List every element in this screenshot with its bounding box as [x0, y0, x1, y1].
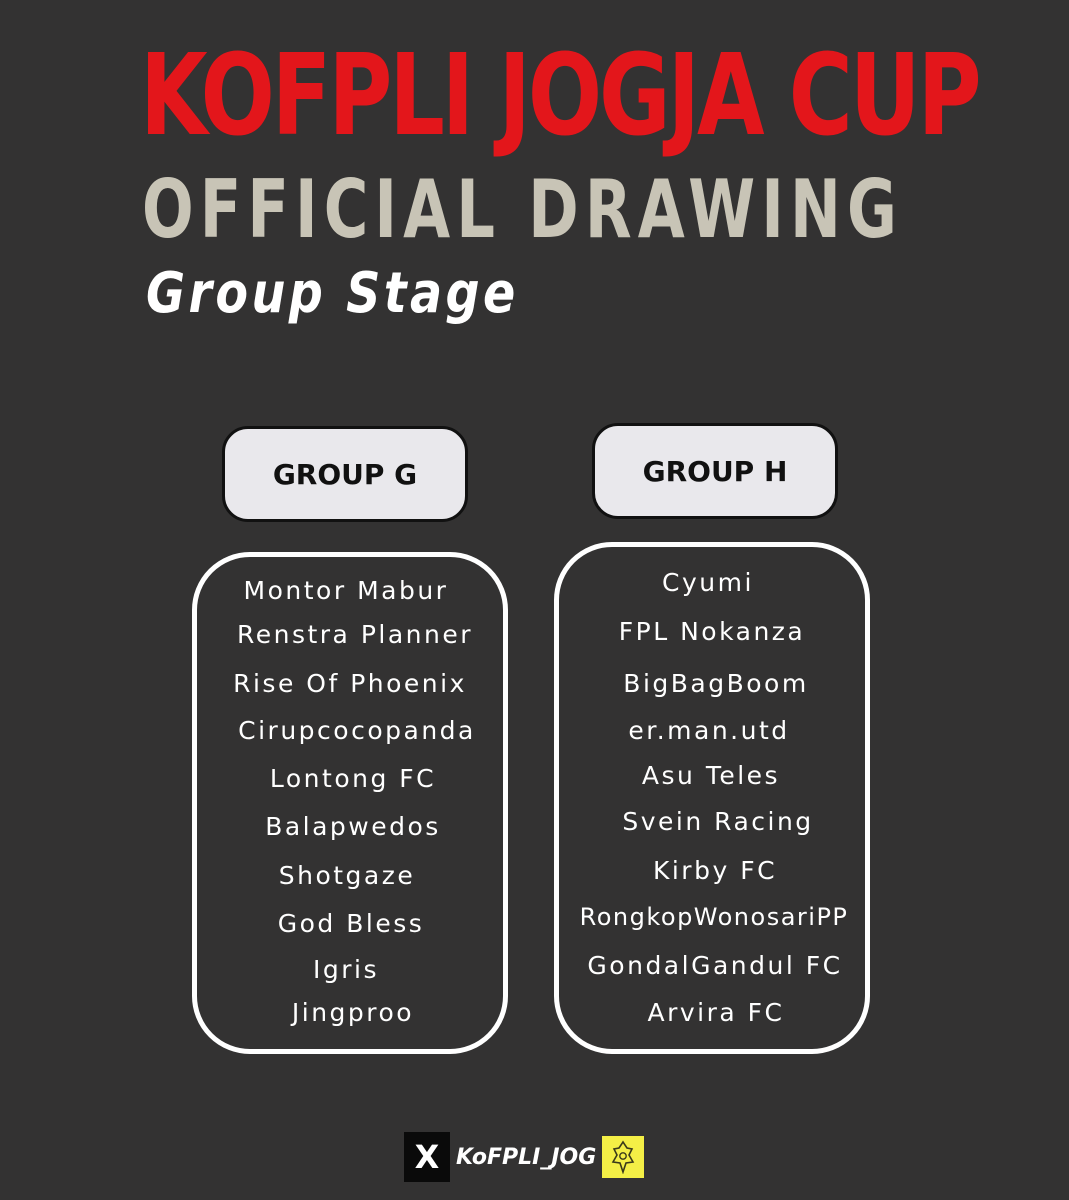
group-g-header: [222, 426, 468, 522]
crest-emblem-icon: [602, 1136, 644, 1178]
group-g-team: Balapwedos: [265, 812, 441, 841]
group-g-title: GROUP G: [272, 457, 418, 491]
group-g-team: Renstra Planner: [236, 620, 474, 649]
group-h-team: Asu Teles: [641, 761, 781, 790]
group-g-team: Rise Of Phoenix: [233, 669, 467, 698]
group-h-team: GondalGandul FC: [587, 951, 843, 980]
group-h-team: Cyumi: [662, 568, 754, 597]
x-logo-glyph: X: [414, 1138, 440, 1176]
group-h-team: Svein Racing: [622, 807, 814, 836]
stage-label: Group Stage: [146, 261, 519, 326]
group-g-team: God Bless: [277, 909, 425, 938]
group-g-team: Igris: [313, 955, 379, 984]
group-g-team: Shotgaze: [278, 861, 416, 890]
group-h-team: er.man.utd: [628, 716, 790, 745]
group-g-team: Montor Mabur: [243, 576, 449, 605]
group-h-team: FPL Nokanza: [618, 617, 806, 646]
group-h-team: BigBagBoom: [623, 669, 809, 698]
group-g-team: Cirupcocopanda: [238, 716, 476, 745]
x-logo-icon: [404, 1132, 450, 1182]
footer-credit: [404, 1132, 644, 1182]
group-h-team: Kirby FC: [652, 856, 778, 885]
group-g-team: Lontong FC: [269, 764, 437, 793]
group-h-team: Arvira FC: [647, 998, 785, 1027]
social-handle: KoFPLI_JOG: [456, 1144, 597, 1170]
group-h-title: GROUP H: [642, 454, 788, 488]
group-g-team: Jingproo: [291, 998, 415, 1027]
page-subtitle: OFFICIAL DRAWING: [142, 163, 903, 256]
group-h-header: [592, 423, 838, 519]
page-title: KOFPLI JOGJA CUP: [140, 31, 979, 161]
group-h-team: RongkopWonosariPP: [579, 903, 849, 931]
